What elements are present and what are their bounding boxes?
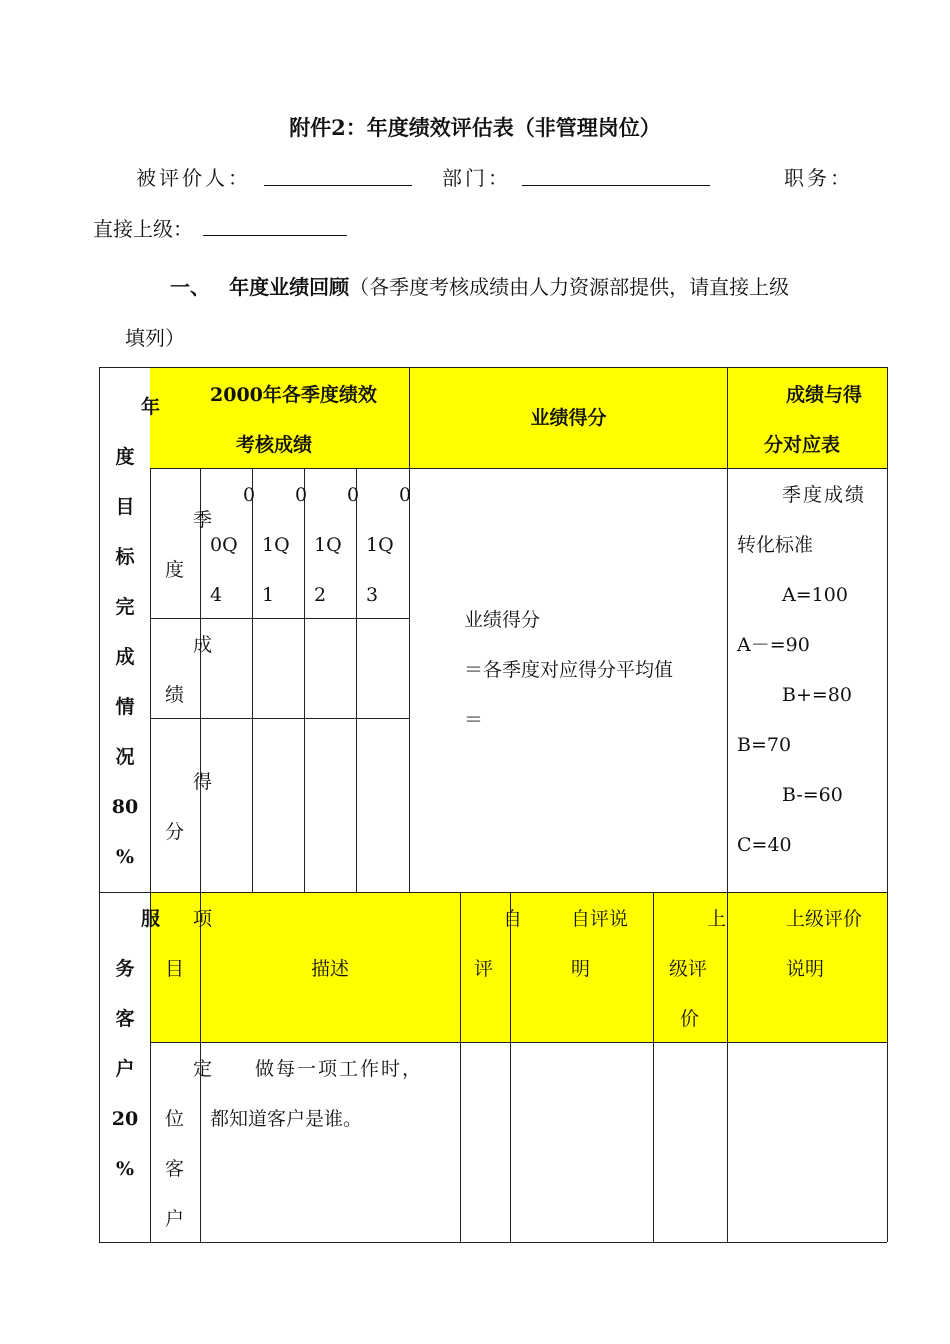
section-title: 年度业绩回顾 (229, 275, 350, 299)
row1-self-score-cell[interactable] (461, 1043, 510, 1242)
quarter-3-a: 0 (347, 484, 360, 506)
quarter-4-a: 0 (399, 484, 412, 506)
quarter-4-b: 1Q (366, 534, 394, 556)
header-quarter-line2: 考核成绩 (236, 434, 313, 456)
left-label-goal: 度 目 标 完 成 情 况 80 % (111, 446, 139, 868)
header-mapping-line1: 成绩与得 (786, 384, 863, 406)
quarter-4-c: 3 (366, 584, 379, 606)
col-item-1: 项 (193, 908, 213, 930)
grade-cell-q2[interactable] (253, 619, 304, 718)
score-formula-2: ＝各季度对应得分平均值 (464, 659, 674, 681)
row1-item-2: 位 (165, 1108, 185, 1130)
quarter-3-c: 2 (314, 584, 327, 606)
header-quarter-line1: 2000年各季度绩效 (210, 384, 377, 406)
col-self-2: 评 (474, 958, 494, 980)
col-sup-note-2: 说明 (786, 958, 825, 980)
row1-sup-score-cell[interactable] (654, 1043, 727, 1242)
mapping-b-plus: B+=80 (782, 684, 852, 706)
supervisor-label: 直接上级： (93, 217, 193, 241)
header-score: 业绩得分 (530, 407, 607, 429)
row-grade-2: 绩 (165, 684, 185, 706)
section-note-cont: 填列） (125, 326, 185, 350)
left-label-year: 年 (141, 396, 161, 418)
row-grade-1: 成 (193, 634, 213, 656)
department-label: 部门： (442, 166, 511, 190)
row1-desc-2: 都知道客户是谁。 (210, 1108, 363, 1130)
row1-desc-1: 做每一项工作时， (255, 1058, 424, 1080)
col-self-note-1: 自评说 (571, 908, 629, 930)
row1-item-1: 定 (193, 1058, 213, 1080)
row1-item-3: 客 (165, 1158, 185, 1180)
mapping-c: C=40 (737, 834, 792, 856)
mapping-a: A=100 (782, 584, 848, 606)
row1-item-4: 户 (165, 1208, 185, 1230)
evaluatee-label: 被评价人： (136, 166, 251, 190)
row-points-2: 分 (165, 821, 185, 843)
evaluatee-blank[interactable] (264, 185, 412, 186)
left-label-customer: 务 客 户 20 % (111, 958, 139, 1180)
row-points-1: 得 (193, 771, 213, 793)
row-season-1: 季 (193, 509, 213, 531)
grade-cell-q4[interactable] (357, 619, 409, 718)
position-label: 职务： (784, 166, 853, 190)
col-self-1: 自 (503, 908, 523, 930)
supervisor-blank[interactable] (203, 235, 347, 236)
col-sup-note-1: 上级评价 (786, 908, 863, 930)
col-sup-1: 上 (707, 908, 727, 930)
points-cell-q1[interactable] (201, 719, 252, 892)
points-cell-q3[interactable] (305, 719, 356, 892)
quarter-1-a: 0 (243, 484, 256, 506)
mapping-b-minus: B-=60 (782, 784, 843, 806)
mapping-a-minus: A－=90 (737, 634, 810, 656)
left-label-service: 服 (141, 908, 161, 930)
grade-cell-q1[interactable] (201, 619, 252, 718)
quarter-2-c: 1 (262, 584, 275, 606)
score-formula-3: ＝ (464, 709, 484, 731)
col-sup-3: 价 (680, 1008, 700, 1030)
quarter-2-b: 1Q (262, 534, 290, 556)
mapping-title-2: 转化标准 (737, 534, 814, 556)
grade-cell-q3[interactable] (305, 619, 356, 718)
mapping-title-1: 季度成绩 (782, 484, 867, 506)
col-self-note-2: 明 (571, 958, 591, 980)
col-description: 描述 (310, 958, 349, 980)
points-cell-q4[interactable] (357, 719, 409, 892)
points-cell-q2[interactable] (253, 719, 304, 892)
quarter-3-b: 1Q (314, 534, 342, 556)
col-sup-2: 级评 (669, 958, 708, 980)
quarter-1-b: 0Q (210, 534, 238, 556)
department-blank[interactable] (522, 185, 710, 186)
row1-self-note-cell[interactable] (511, 1043, 653, 1242)
document-title: 附件2：年度绩效评估表（非管理岗位） (289, 115, 661, 140)
section-note: （各季度考核成绩由人力资源部提供，请直接上级 (349, 275, 790, 299)
section-heading (170, 271, 789, 300)
col-item-2: 目 (165, 958, 185, 980)
row-season-2: 度 (165, 559, 185, 581)
quarter-1-c: 4 (210, 584, 223, 606)
score-formula-1: 业绩得分 (464, 609, 541, 631)
row1-sup-note-cell[interactable] (728, 1043, 887, 1242)
header-mapping-line2: 分对应表 (764, 434, 841, 456)
quarter-2-a: 0 (295, 484, 308, 506)
section-number: 一、 (170, 275, 210, 299)
mapping-b: B=70 (737, 734, 792, 756)
